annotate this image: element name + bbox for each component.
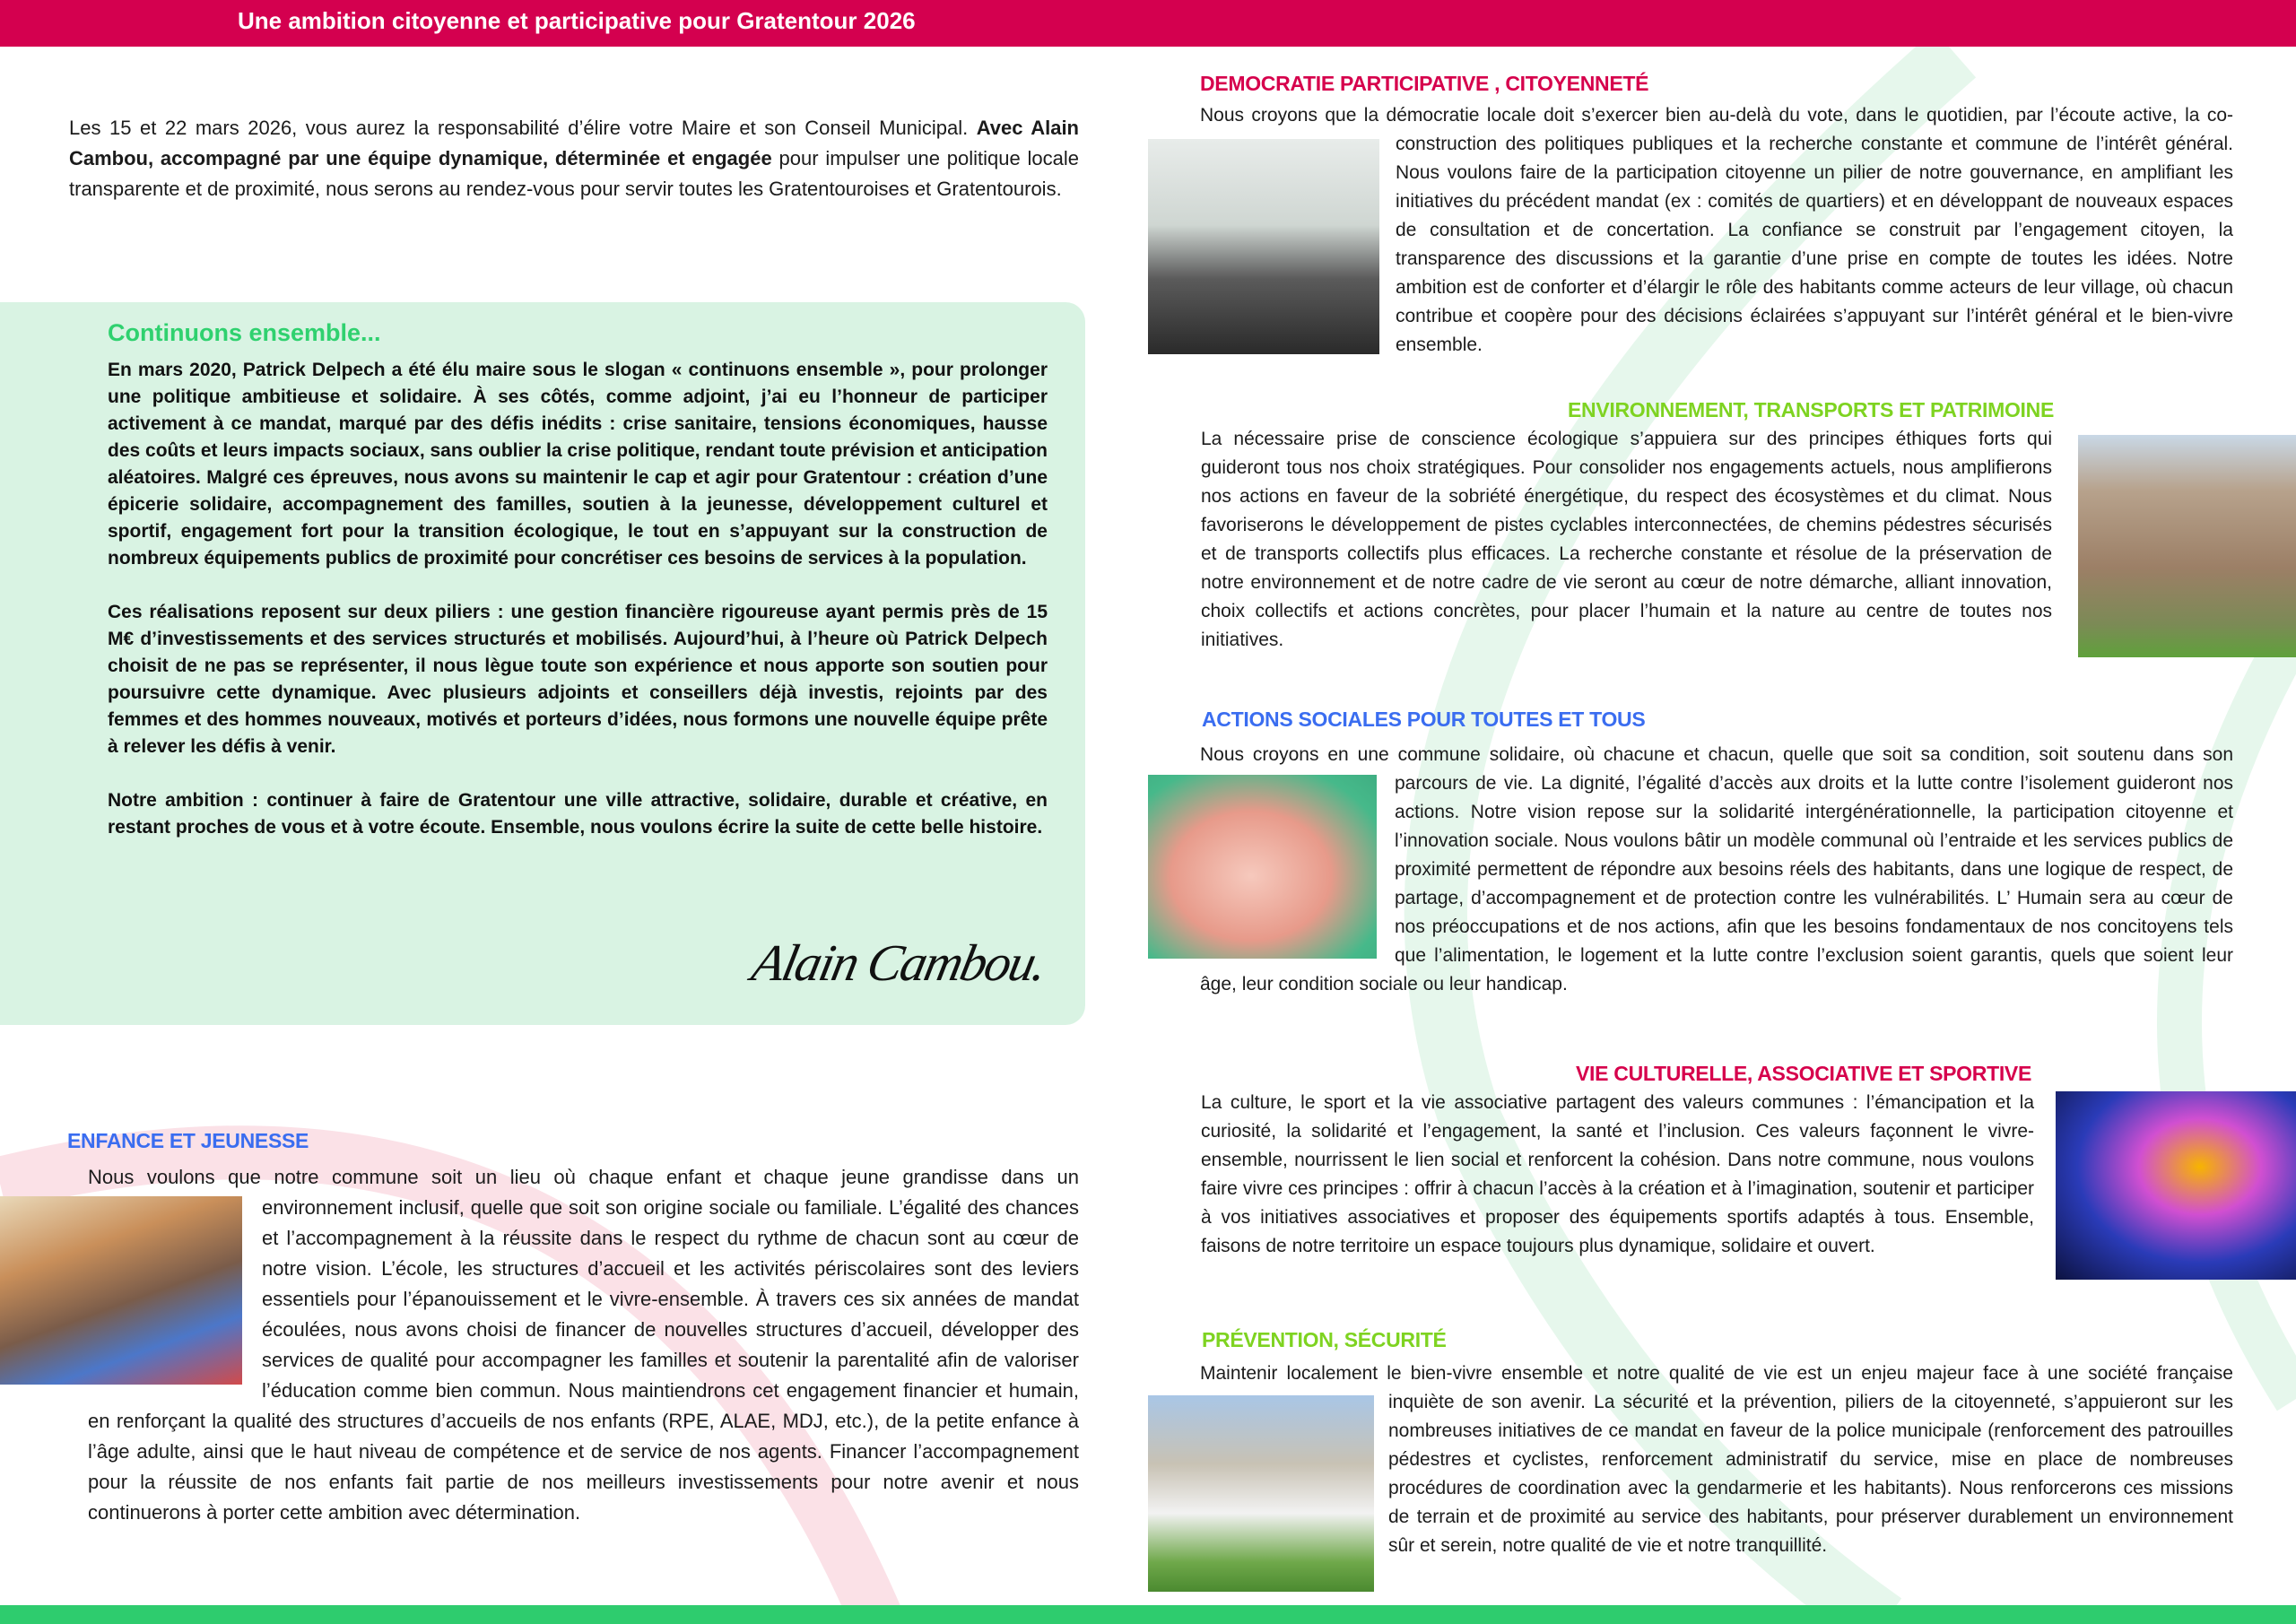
section-title-prevention: PRÉVENTION, SÉCURITÉ: [1202, 1328, 1447, 1351]
photo-children-classroom: [0, 1196, 242, 1385]
section-body: Nous croyons que la démocratie locale doit s’exercer bien au-delà du vote, dans le quotidien, par l’écoute active, la co-construction des politiques publiques et la recherche constante et commune de l’intérêt général. Nous voulons faire de la participation citoyenne un pilier de notre gouvernance, en amplifiant les initiatives du précédent mandat (ex : comités de quartiers) et en développant de nouveaux espaces de consultation et de concertation. La confiance se construit par l’engagement citoyen, la transparence des discussions et la garantie d’une prise en compte de toutes les idées. Notre ambition est de conforter et d’élargir le rôle des habitants comme acteurs de leur village, où chacun contribue et coopère pour des décisions éclairées s’appuyant sur l’intérêt général et le bien-vivre ensemble.: [1200, 105, 2233, 355]
signature: Alain Cambou.: [747, 934, 1052, 992]
photo-stone-building: [2078, 435, 2296, 657]
section-prevention: [1200, 1359, 2233, 1592]
section-actions-sociales: [1200, 741, 2233, 999]
photo-hands-paper-family: [1148, 775, 1377, 959]
page-title: Une ambition citoyenne et participative pour Gratentour 2026: [238, 7, 916, 34]
continuons-body: [108, 357, 1048, 868]
photo-police-car: [1148, 1395, 1374, 1592]
intro-text-end: pour impulser une politique locale transparente et de proximité, nous serons au rendez-vous pour servir toutes les Gratentouroises et Gratentourois.: [69, 147, 1079, 200]
section-vie-culturelle: La culture, le sport et la vie associative partagent des valeurs communes : l’émancipation et la curiosité, la solidarité et l’engagement, la santé et l’inclusion. Ces valeurs façonnent le vivre-ensemble, nourrissent le lien social et renforcent la cohésion. Dans notre commune, nous voulons faire vivre ces principes : offrir à chacun l’accès à la création et à l’imagination, soutenir et participer à vos initiatives associatives et proposer des équipements sportifs adaptés à tous. Ensemble, faisons de notre territoire un espace toujours plus dynamique, solidaire et ouvert.: [1201, 1092, 2034, 1256]
section-body: Maintenir localement le bien-vivre ensemble et notre qualité de vie est un enjeu majeur face à une société française inquiète de son avenir. La sécurité et la prévention, piliers de la citoyenneté, s’appuieront sur les nombreuses initiatives de ce mandat en faveur de la police municipale (renforcement des patrouilles pédestres et cyclistes, renforcement administratif du service, mise en place de nombreuses procédures de coordination avec la gendarmerie et les habitants). Nous renforcerons ces missions de terrain et de proximité au service des habitants, pour préserver durablement un environnement sûr et serein, notre qualité de vie et notre tranquillité.: [1200, 1363, 2233, 1556]
section-democratie: [1200, 101, 2233, 360]
continuons-paragraph: Ces réalisations reposent sur deux piliers : une gestion financière rigoureuse ayant permis près de 15 M€ d’investissements et des services structurés et mobilisés. Aujourd’hui, à l’heure où Patrick Delpech choisit de ne pas se représenter, il nous lègue toute son expérience et nous apporte son soutien pour poursuivre cette dynamique. Avec plusieurs adjoints et conseillers déjà investis, rejoints par des femmes et des hommes nouveaux, motivés et porteurs d’idées, nous formons une nouvelle équipe prête à relever les défis à venir.: [108, 602, 1048, 757]
photo-stage-performance: [2056, 1091, 2296, 1280]
section-environnement: La nécessaire prise de conscience écologique s’appuiera sur des principes éthiques forts qui guideront tous nos choix stratégiques. Pour consolider nos engagements actuels, nous amplifierons nos actions en faveur de la sobriété énergétique, du respect des écosystèmes et du climat. Nous favoriserons le développement de pistes cyclables interconnectées, de chemins pédestres sécurisés et de transports collectifs plus efficaces. La recherche constante et résolue de la préservation de notre environnement et de notre cadre de vie seront au cœur de notre démarche, alliant innovation, choix collectifs et actions concrètes, pour placer l’humain et la nature au centre de toutes nos initiatives.: [1201, 429, 2052, 650]
intro-bold-text: Avec Alain Cambou, accompagné par une équipe dynamique, déterminée et engagée: [69, 117, 1079, 169]
photo-public-meeting: [1148, 139, 1379, 354]
section-title-enfance: ENFANCE ET JEUNESSE: [67, 1129, 309, 1152]
section-title-democratie: DEMOCRATIE PARTICIPATIVE , CITOYENNETÉ: [1200, 72, 1649, 95]
section-enfance: [88, 1162, 1079, 1528]
intro-text: Les 15 et 22 mars 2026, vous aurez la responsabilité d’élire votre Maire et son Conseil Municipal.: [69, 117, 977, 139]
footer-bar: [0, 1605, 2296, 1624]
section-title-environnement: ENVIRONNEMENT, TRANSPORTS ET PATRIMOINE: [1567, 398, 2054, 421]
continuons-paragraph: En mars 2020, Patrick Delpech a été élu maire sous le slogan « continuons ensemble », pour prolonger une politique ambitieuse et solidaire. À ses côtés, comme adjoint, j’ai eu l’honneur de participer activement à ce mandat, marqué par des défis inédits : crise sanitaire, tensions économiques, hausse des coûts et leurs impacts sociaux, sans oublier la crise politique, rendant toute prévision et anticipation aléatoires. Malgré ces épreuves, nous avons su maintenir le cap et agir pour Gratentour : création d’une épicerie solidaire, accompagnement des familles, soutien à la jeunesse, développement culturel et sportif, engagement fort pour la transition écologique, le tout en s’appuyant sur la construction de nombreux équipements publics de proximité pour concrétiser ces besoins de services à la population.: [108, 360, 1048, 569]
section-body: Nous croyons en une commune solidaire, où chacune et chacun, quelle que soit sa condition, soit soutenu dans son parcours de vie. La dignité, l’égalité d’accès aux droits et la lutte contre l’isolement guideront nos actions. Notre vision repose sur la solidarité intergénérationnelle, la participation citoyenne et l’innovation sociale. Nous voulons bâtir un modèle communal où l’entraide et les services publics de proximité permettent de répondre aux besoins réels des habitants, dans une logique de respect, de partage, d’accompagnement et de protection contre les vulnérabilités. L’ Humain sera au cœur de nos préoccupations et de nos actions, afin que les besoins fondamentaux de nos concitoyens tels que l’alimentation, le logement et la lutte contre l’exclusion soient garantis, quels que soient leur âge, leur condition sociale ou leur handicap.: [1200, 744, 2233, 994]
intro-paragraph: [69, 113, 1079, 204]
section-body: Nous voulons que notre commune soit un lieu où chaque enfant et chaque jeune grandisse dans un environnement inclusif, quelle que soit son origine sociale ou familiale. L’égalité des chances et l’accompagnement à la réussite dans le respect du rythme de chacun sont au cœur de notre vision. L’école, les structures d’accueil et les activités périscolaires sont des leviers essentiels pour l’épanouissement et le vivre-ensemble. À travers ces six années de mandat écoulées, nous avons choisi de financer de nouvelles structures d’accueil, développer des services de qualité pour accompagner les familles et soutenir la parentalité afin de valoriser l’éducation comme bien commun. Nous maintiendrons cet engagement financier et humain, en renforçant la qualité des structures d’accueils de nos enfants (RPE, ALAE, MDJ, etc.), de la petite enfance à l’âge adulte, ainsi que le haut niveau de compétence et de service de nos agents. Financer l’accompagnement pour la réussite de nos enfants fait partie de nos meilleurs investissements pour notre avenir et nous continuerons à porter cette ambition avec détermination.: [88, 1166, 1079, 1524]
continuons-paragraph: Notre ambition : continuer à faire de Gratentour une ville attractive, solidaire, durable et créative, en restant proches de vous et à votre écoute. Ensemble, nous voulons écrire la suite de cette belle histoire.: [108, 790, 1048, 838]
section-title-actions-sociales: ACTIONS SOCIALES POUR TOUTES ET TOUS: [1202, 708, 1646, 731]
section-title-vie-culturelle: VIE CULTURELLE, ASSOCIATIVE ET SPORTIVE: [1576, 1062, 2031, 1085]
continuons-title: Continuons ensemble...: [108, 319, 381, 346]
